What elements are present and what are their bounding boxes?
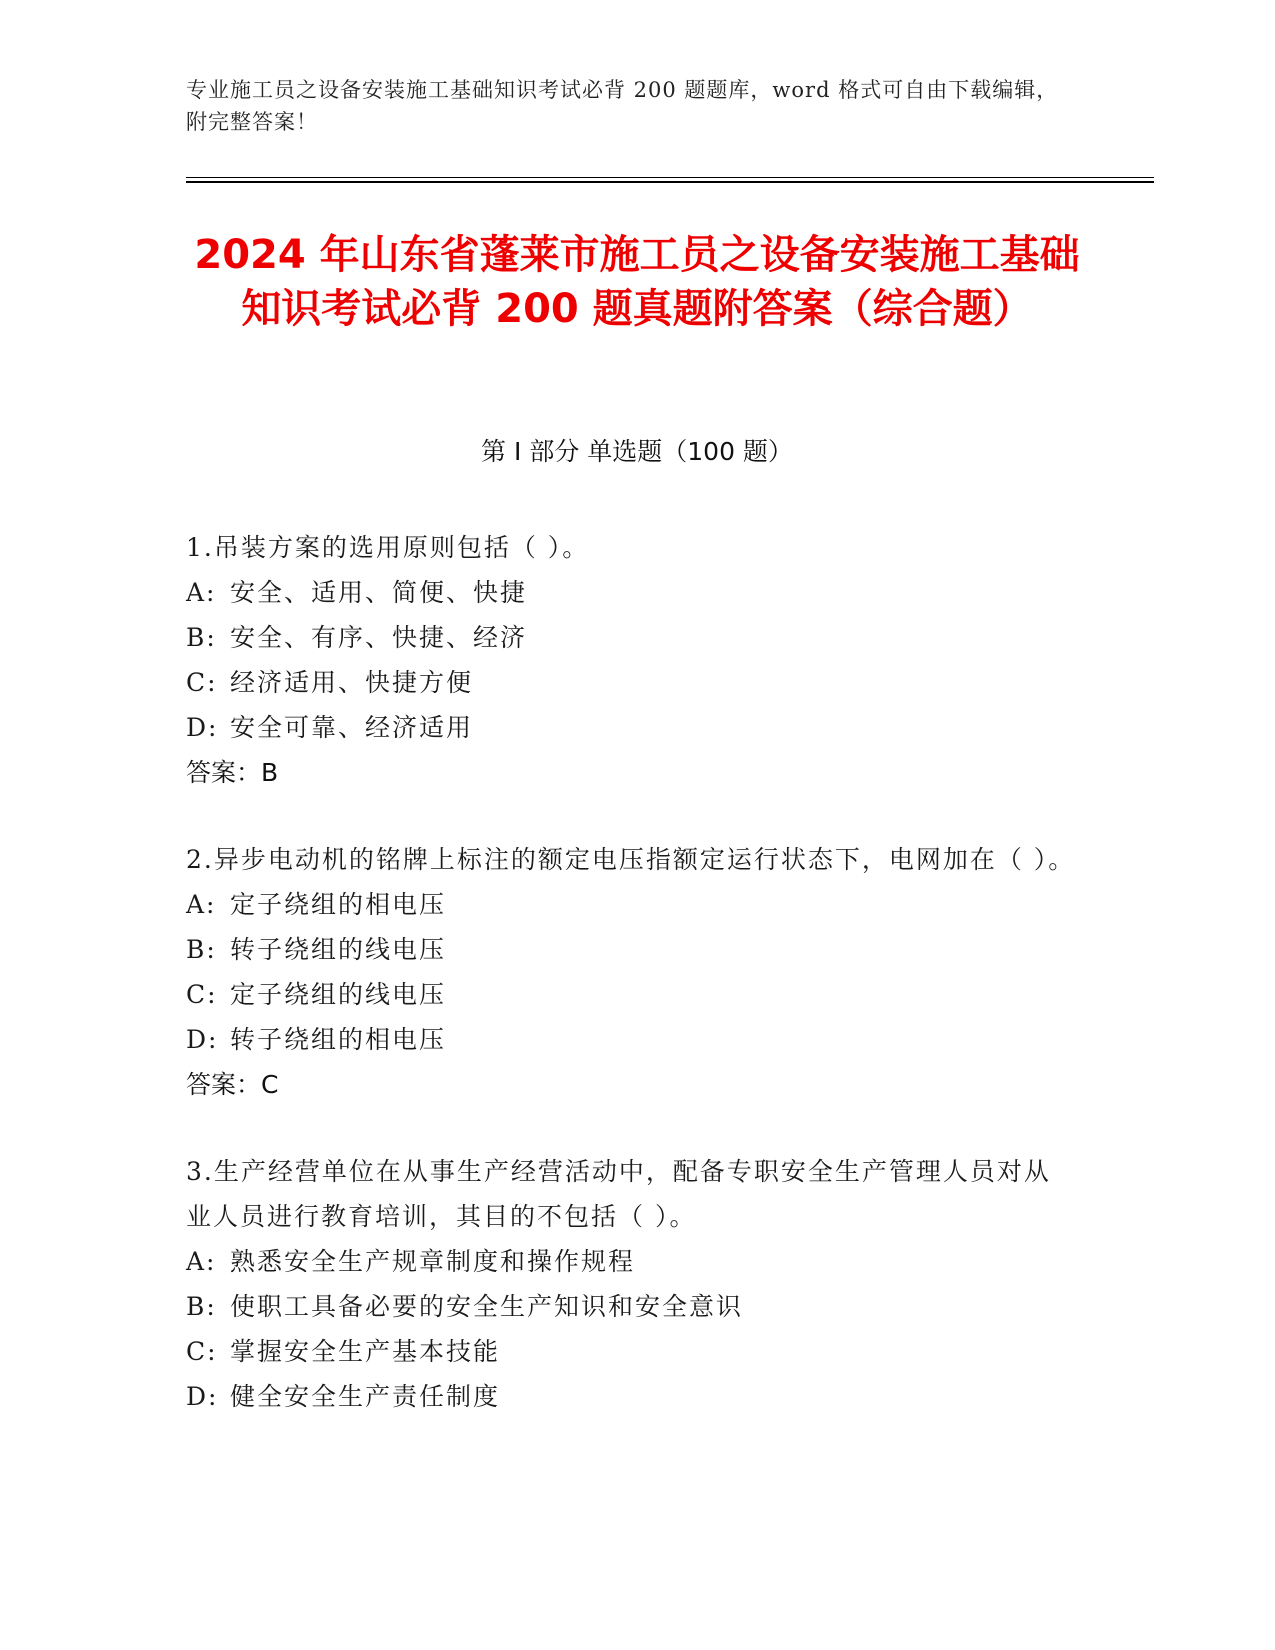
header-divider-thick bbox=[186, 181, 1154, 183]
option-a bbox=[186, 882, 1076, 927]
option-d bbox=[186, 705, 1076, 750]
option-letter: D: bbox=[186, 1025, 219, 1054]
option-c bbox=[186, 1329, 1076, 1374]
question-2 bbox=[186, 837, 1076, 1107]
option-text: 安全、适用、简便、快捷 bbox=[230, 578, 528, 607]
option-text: 定子绕组的相电压 bbox=[230, 890, 447, 919]
option-text: 使职工具备必要的安全生产知识和安全意识 bbox=[230, 1292, 744, 1321]
option-text: 定子绕组的线电压 bbox=[230, 980, 447, 1009]
document-title: 2024 年山东省蓬莱市施工员之设备安装施工基础知识考试必背 200 题真题附答案（综合题） bbox=[194, 232, 1080, 332]
option-text: 健全安全生产责任制度 bbox=[230, 1382, 501, 1411]
option-letter: B: bbox=[186, 623, 217, 652]
option-text: 熟悉安全生产规章制度和操作规程 bbox=[230, 1247, 636, 1276]
answer-line: 答案：B bbox=[186, 758, 279, 787]
question-1 bbox=[186, 525, 1076, 795]
option-a bbox=[186, 1239, 1076, 1284]
option-text: 经济适用、快捷方便 bbox=[230, 668, 474, 697]
option-text: 转子绕组的相电压 bbox=[230, 1025, 447, 1054]
option-a bbox=[186, 570, 1076, 615]
question-stem: 1.吊装方案的选用原则包括（ ）。 bbox=[186, 533, 590, 562]
option-letter: A: bbox=[186, 1247, 217, 1276]
option-c bbox=[186, 660, 1076, 705]
option-letter: A: bbox=[186, 890, 217, 919]
option-text: 安全、有序、快捷、经济 bbox=[230, 623, 528, 652]
option-text: 安全可靠、经济适用 bbox=[230, 713, 474, 742]
option-letter: C: bbox=[186, 980, 218, 1009]
option-b bbox=[186, 927, 1076, 972]
option-letter: A: bbox=[186, 578, 217, 607]
option-text: 转子绕组的线电压 bbox=[230, 935, 447, 964]
option-b bbox=[186, 615, 1076, 660]
option-text: 掌握安全生产基本技能 bbox=[230, 1337, 501, 1366]
option-c bbox=[186, 972, 1076, 1017]
option-letter: C: bbox=[186, 1337, 218, 1366]
option-letter: B: bbox=[186, 935, 217, 964]
header-divider-thin bbox=[186, 177, 1154, 178]
option-letter: B: bbox=[186, 1292, 217, 1321]
question-list bbox=[186, 525, 1076, 1461]
option-letter: D: bbox=[186, 713, 219, 742]
option-d bbox=[186, 1017, 1076, 1062]
question-stem: 2.异步电动机的铭牌上标注的额定电压指额定运行状态下，电网加在（ ）。 bbox=[186, 845, 1076, 874]
header-note: 专业施工员之设备安装施工基础知识考试必背 200 题题库，word 格式可自由下载编辑，附完整答案！ bbox=[186, 78, 1059, 134]
question-stem: 3.生产经营单位在从事生产经营活动中，配备专职安全生产管理人员对从业人员进行教育培训，其目的不包括（ ）。 bbox=[186, 1157, 1051, 1231]
answer-line: 答案：C bbox=[186, 1070, 279, 1099]
option-letter: D: bbox=[186, 1382, 219, 1411]
option-d bbox=[186, 1374, 1076, 1419]
option-b bbox=[186, 1284, 1076, 1329]
question-3 bbox=[186, 1149, 1076, 1419]
section-title: 第 I 部分 单选题（100 题） bbox=[481, 437, 793, 466]
option-letter: C: bbox=[186, 668, 218, 697]
